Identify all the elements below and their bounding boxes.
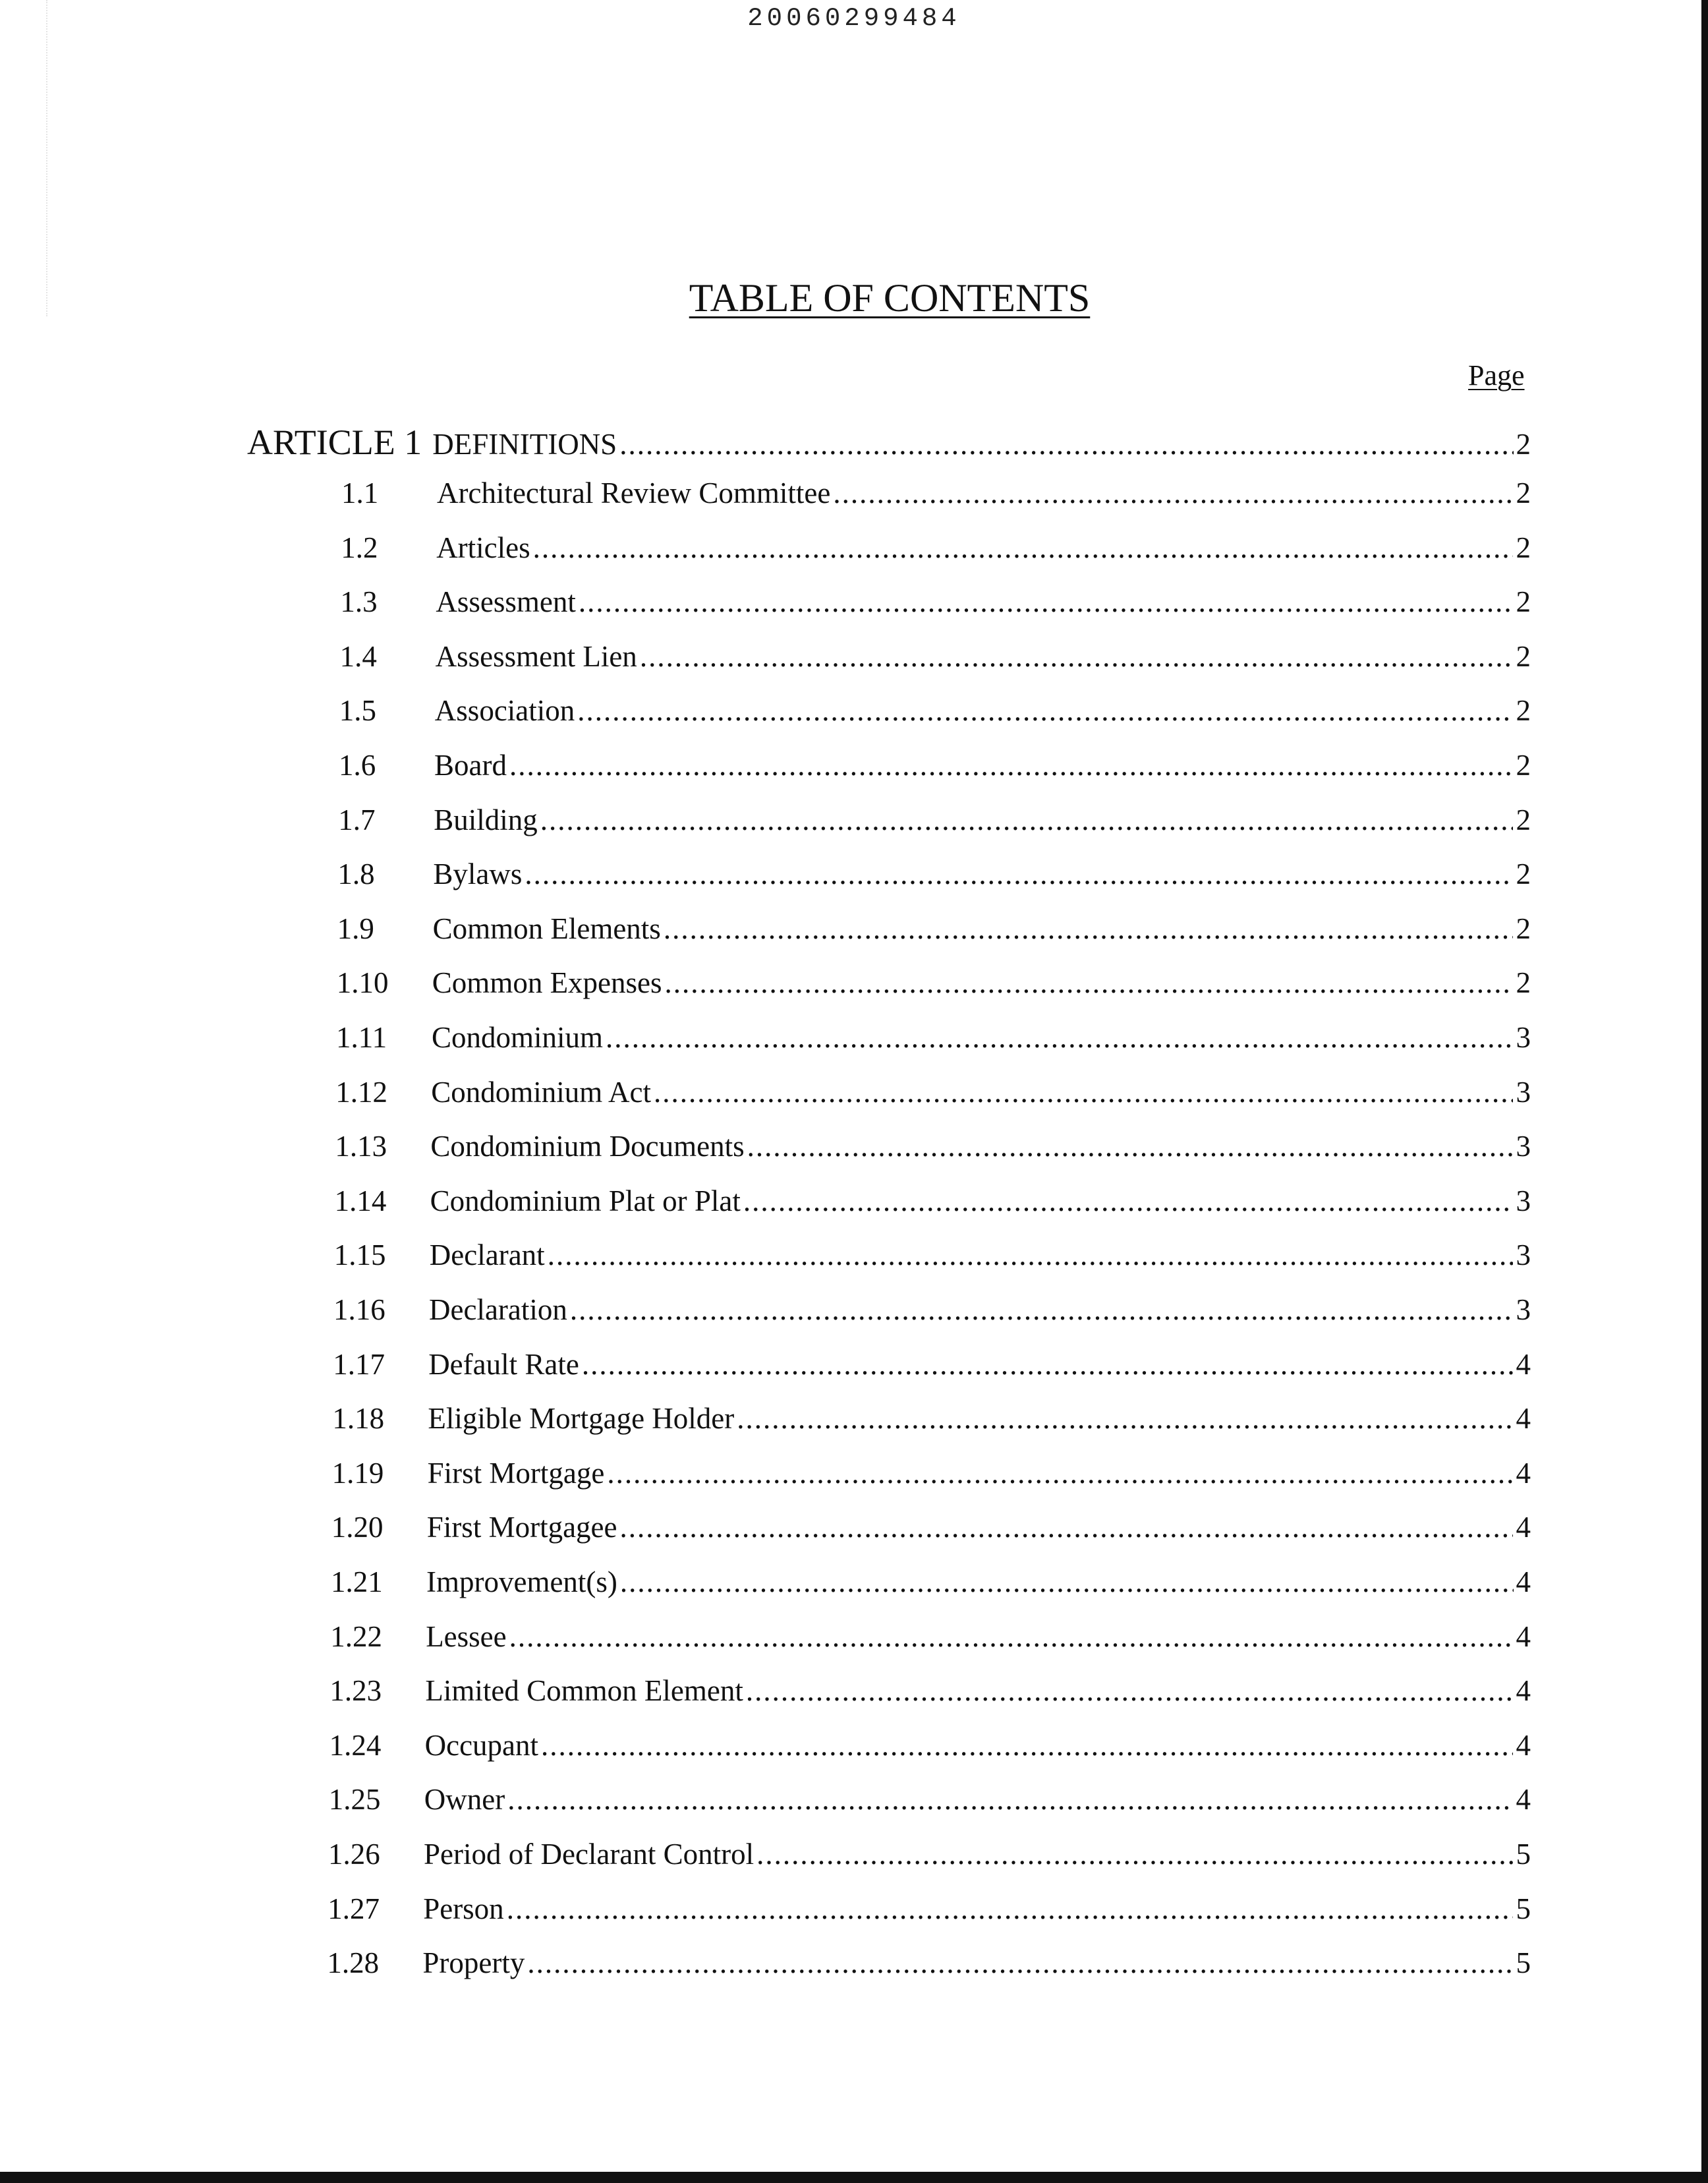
entry-page-number: 4 xyxy=(1516,1456,1531,1490)
page-edge-bottom xyxy=(0,2172,1708,2183)
dot-leader xyxy=(577,693,1513,728)
dot-leader xyxy=(527,1946,1513,1980)
entry-title: Declaration xyxy=(429,1293,567,1326)
dot-leader xyxy=(607,1456,1513,1490)
entry-number: 1.18 xyxy=(332,1402,385,1436)
entry-page-number: 2 xyxy=(1516,749,1531,782)
toc-entry-row xyxy=(338,803,1531,849)
entry-page-number: 5 xyxy=(1516,1892,1531,1925)
entry-number: 1.11 xyxy=(336,1021,387,1054)
toc-entry-row xyxy=(329,1674,1531,1720)
entry-title: Property xyxy=(422,1946,525,1980)
entry-title: Person xyxy=(423,1892,504,1925)
entry-page-number: 3 xyxy=(1516,1130,1531,1163)
entry-title: Common Elements xyxy=(432,912,661,945)
entry-number: 1.2 xyxy=(341,531,378,564)
entry-page-number: 4 xyxy=(1516,1402,1531,1436)
entry-page-number: 2 xyxy=(1516,966,1531,1000)
toc-entry-row xyxy=(330,1619,1531,1666)
entry-number: 1.23 xyxy=(329,1674,382,1708)
entry-page-number: 3 xyxy=(1516,1075,1531,1109)
entry-page-number: 3 xyxy=(1516,1293,1531,1326)
entry-page-number: 2 xyxy=(1516,858,1531,891)
toc-entry-row xyxy=(337,857,1531,903)
entry-number: 1.27 xyxy=(327,1892,380,1925)
dot-leader xyxy=(540,803,1514,837)
entry-title: First Mortgage xyxy=(427,1456,605,1490)
entry-page-number: 2 xyxy=(1516,639,1531,673)
entry-title: Condominium Act xyxy=(431,1075,651,1109)
entry-page-number: 2 xyxy=(1516,585,1531,619)
dot-leader xyxy=(833,476,1513,510)
entry-number: 1.1 xyxy=(341,477,379,509)
entry-title: Condominium Plat or Plat xyxy=(430,1184,741,1217)
toc-entry-row xyxy=(340,585,1531,631)
dot-leader xyxy=(548,1238,1514,1272)
entry-page-number: 2 xyxy=(1516,694,1531,728)
entry-page-number: 2 xyxy=(1516,803,1531,836)
entry-title: Board xyxy=(434,749,507,782)
toc-entry-row xyxy=(327,1946,1531,1992)
dot-leader xyxy=(737,1401,1513,1436)
entry-title: Declarant xyxy=(429,1238,545,1272)
toc-entry-row xyxy=(339,693,1531,740)
toc-entry-row xyxy=(331,1510,1531,1556)
entry-page-number: 4 xyxy=(1516,1511,1531,1544)
toc-entry-row xyxy=(340,639,1531,685)
toc-entry-row xyxy=(336,1020,1531,1066)
dot-leader xyxy=(619,427,1513,461)
entry-number: 1.21 xyxy=(331,1565,383,1598)
entry-number: 1.25 xyxy=(328,1783,381,1817)
entry-number: 1.28 xyxy=(327,1946,380,1980)
entry-title: Articles xyxy=(436,531,530,564)
entry-title: Improvement(s) xyxy=(426,1565,617,1598)
entry-number: 1.6 xyxy=(339,749,376,782)
toc-entry-row xyxy=(341,476,1531,522)
toc-article-row xyxy=(247,422,1531,468)
dot-leader xyxy=(570,1293,1514,1327)
entry-number: 1.17 xyxy=(333,1347,385,1381)
toc-entry-row xyxy=(328,1837,1531,1883)
document-number: 20060299484 xyxy=(747,4,961,33)
entry-title: Assessment xyxy=(436,585,576,619)
entry-page-number: 3 xyxy=(1516,1021,1531,1054)
dot-leader xyxy=(507,1782,1513,1817)
entry-number: 1.15 xyxy=(333,1238,386,1272)
dot-leader xyxy=(654,1075,1514,1109)
entry-title: Eligible Mortgage Holder xyxy=(428,1402,735,1436)
dot-leader xyxy=(541,1728,1513,1762)
entry-title: Lessee xyxy=(426,1619,507,1653)
article-label: ARTICLE 1 xyxy=(247,422,422,462)
entry-number: 1.20 xyxy=(331,1511,384,1544)
dot-leader xyxy=(746,1674,1514,1708)
dot-leader xyxy=(509,1619,1514,1654)
entry-page-number: 2 xyxy=(1516,912,1531,945)
toc-entry-row xyxy=(334,1238,1531,1284)
entry-title: Condominium xyxy=(432,1021,604,1054)
page-edge-right xyxy=(1701,0,1708,2183)
toc-entry-row xyxy=(332,1456,1531,1502)
dot-leader xyxy=(579,585,1514,619)
entry-title: Limited Common Element xyxy=(425,1674,743,1708)
entry-number: 1.16 xyxy=(333,1293,385,1326)
entry-number: 1.7 xyxy=(338,803,376,836)
toc-entry-row xyxy=(333,1347,1531,1393)
entry-title: Common Expenses xyxy=(432,966,662,1000)
toc-entry-row xyxy=(331,1565,1531,1611)
entry-title: Bylaws xyxy=(433,858,523,891)
entry-number: 1.4 xyxy=(339,639,377,673)
entry-page-number: 3 xyxy=(1516,1238,1531,1272)
toc-entry-row xyxy=(329,1728,1531,1774)
entry-page-number: 5 xyxy=(1516,1946,1531,1980)
entry-title: Association xyxy=(434,694,575,728)
dot-leader xyxy=(582,1347,1514,1382)
toc-entry-row xyxy=(332,1401,1531,1447)
dot-leader xyxy=(606,1020,1513,1055)
entry-page-number: 4 xyxy=(1516,1728,1531,1762)
entry-title: Building xyxy=(434,803,538,836)
dot-leader xyxy=(743,1184,1514,1218)
entry-page-number: 2 xyxy=(1516,477,1531,509)
entry-number: 1.24 xyxy=(329,1728,382,1762)
toc-entry-row xyxy=(341,531,1531,577)
page-column-header: Page xyxy=(1468,359,1525,392)
toc-entry-row xyxy=(337,966,1531,1012)
entry-title: Period of Declarant Control xyxy=(424,1838,754,1871)
entry-number: 1.8 xyxy=(337,858,375,891)
dot-leader xyxy=(507,1892,1514,1926)
entry-title: Occupant xyxy=(424,1728,539,1762)
entry-page-number: 5 xyxy=(1516,1838,1531,1871)
toc-entry-row xyxy=(329,1782,1531,1828)
toc-title: TABLE OF CONTENTS xyxy=(689,276,1091,320)
toc-entry-row xyxy=(333,1293,1531,1339)
entry-number: 1.26 xyxy=(328,1838,380,1871)
entry-title: Owner xyxy=(424,1783,505,1817)
entry-number: 1.22 xyxy=(330,1619,382,1653)
dot-leader xyxy=(525,857,1513,891)
entry-page-number: 4 xyxy=(1516,1783,1531,1817)
scan-margin-marks xyxy=(46,0,51,316)
entry-page-number: 4 xyxy=(1516,1619,1531,1653)
entry-page-number: 4 xyxy=(1516,1347,1531,1381)
dot-leader xyxy=(756,1837,1513,1871)
entry-page-number: 4 xyxy=(1516,1674,1531,1708)
entry-title: First Mortgagee xyxy=(426,1511,617,1544)
entry-number: 1.14 xyxy=(334,1184,387,1217)
entry-number: 1.5 xyxy=(339,694,377,728)
entry-number: 1.19 xyxy=(331,1456,384,1490)
dot-leader xyxy=(640,639,1514,674)
article-name: DEFINITIONS xyxy=(432,428,617,461)
article-page-number: 2 xyxy=(1516,428,1531,461)
entry-title: Architectural Review Committee xyxy=(437,477,831,509)
dot-leader xyxy=(747,1129,1514,1163)
entry-page-number: 3 xyxy=(1516,1184,1531,1217)
entry-number: 1.9 xyxy=(337,912,374,945)
dot-leader xyxy=(665,966,1514,1000)
entry-title: Assessment Lien xyxy=(435,639,637,673)
dot-leader xyxy=(509,748,1514,782)
entry-page-number: 4 xyxy=(1516,1565,1531,1598)
toc-entry-row xyxy=(327,1892,1531,1938)
toc-entry-row xyxy=(335,1075,1531,1121)
dot-leader xyxy=(533,531,1514,565)
entry-title: Condominium Documents xyxy=(430,1130,745,1163)
entry-number: 1.13 xyxy=(335,1130,387,1163)
dot-leader xyxy=(664,912,1514,946)
entry-number: 1.10 xyxy=(336,966,389,1000)
dot-leader xyxy=(620,1565,1514,1599)
entry-title: Default Rate xyxy=(428,1347,579,1381)
entry-number: 1.12 xyxy=(335,1075,387,1109)
toc-entry-row xyxy=(335,1184,1531,1230)
toc-entry-row xyxy=(339,748,1531,794)
toc-entry-row xyxy=(337,912,1531,958)
entry-page-number: 2 xyxy=(1516,531,1531,564)
entry-number: 1.3 xyxy=(340,585,378,619)
toc-entry-row xyxy=(335,1129,1531,1175)
dot-leader xyxy=(620,1510,1514,1544)
